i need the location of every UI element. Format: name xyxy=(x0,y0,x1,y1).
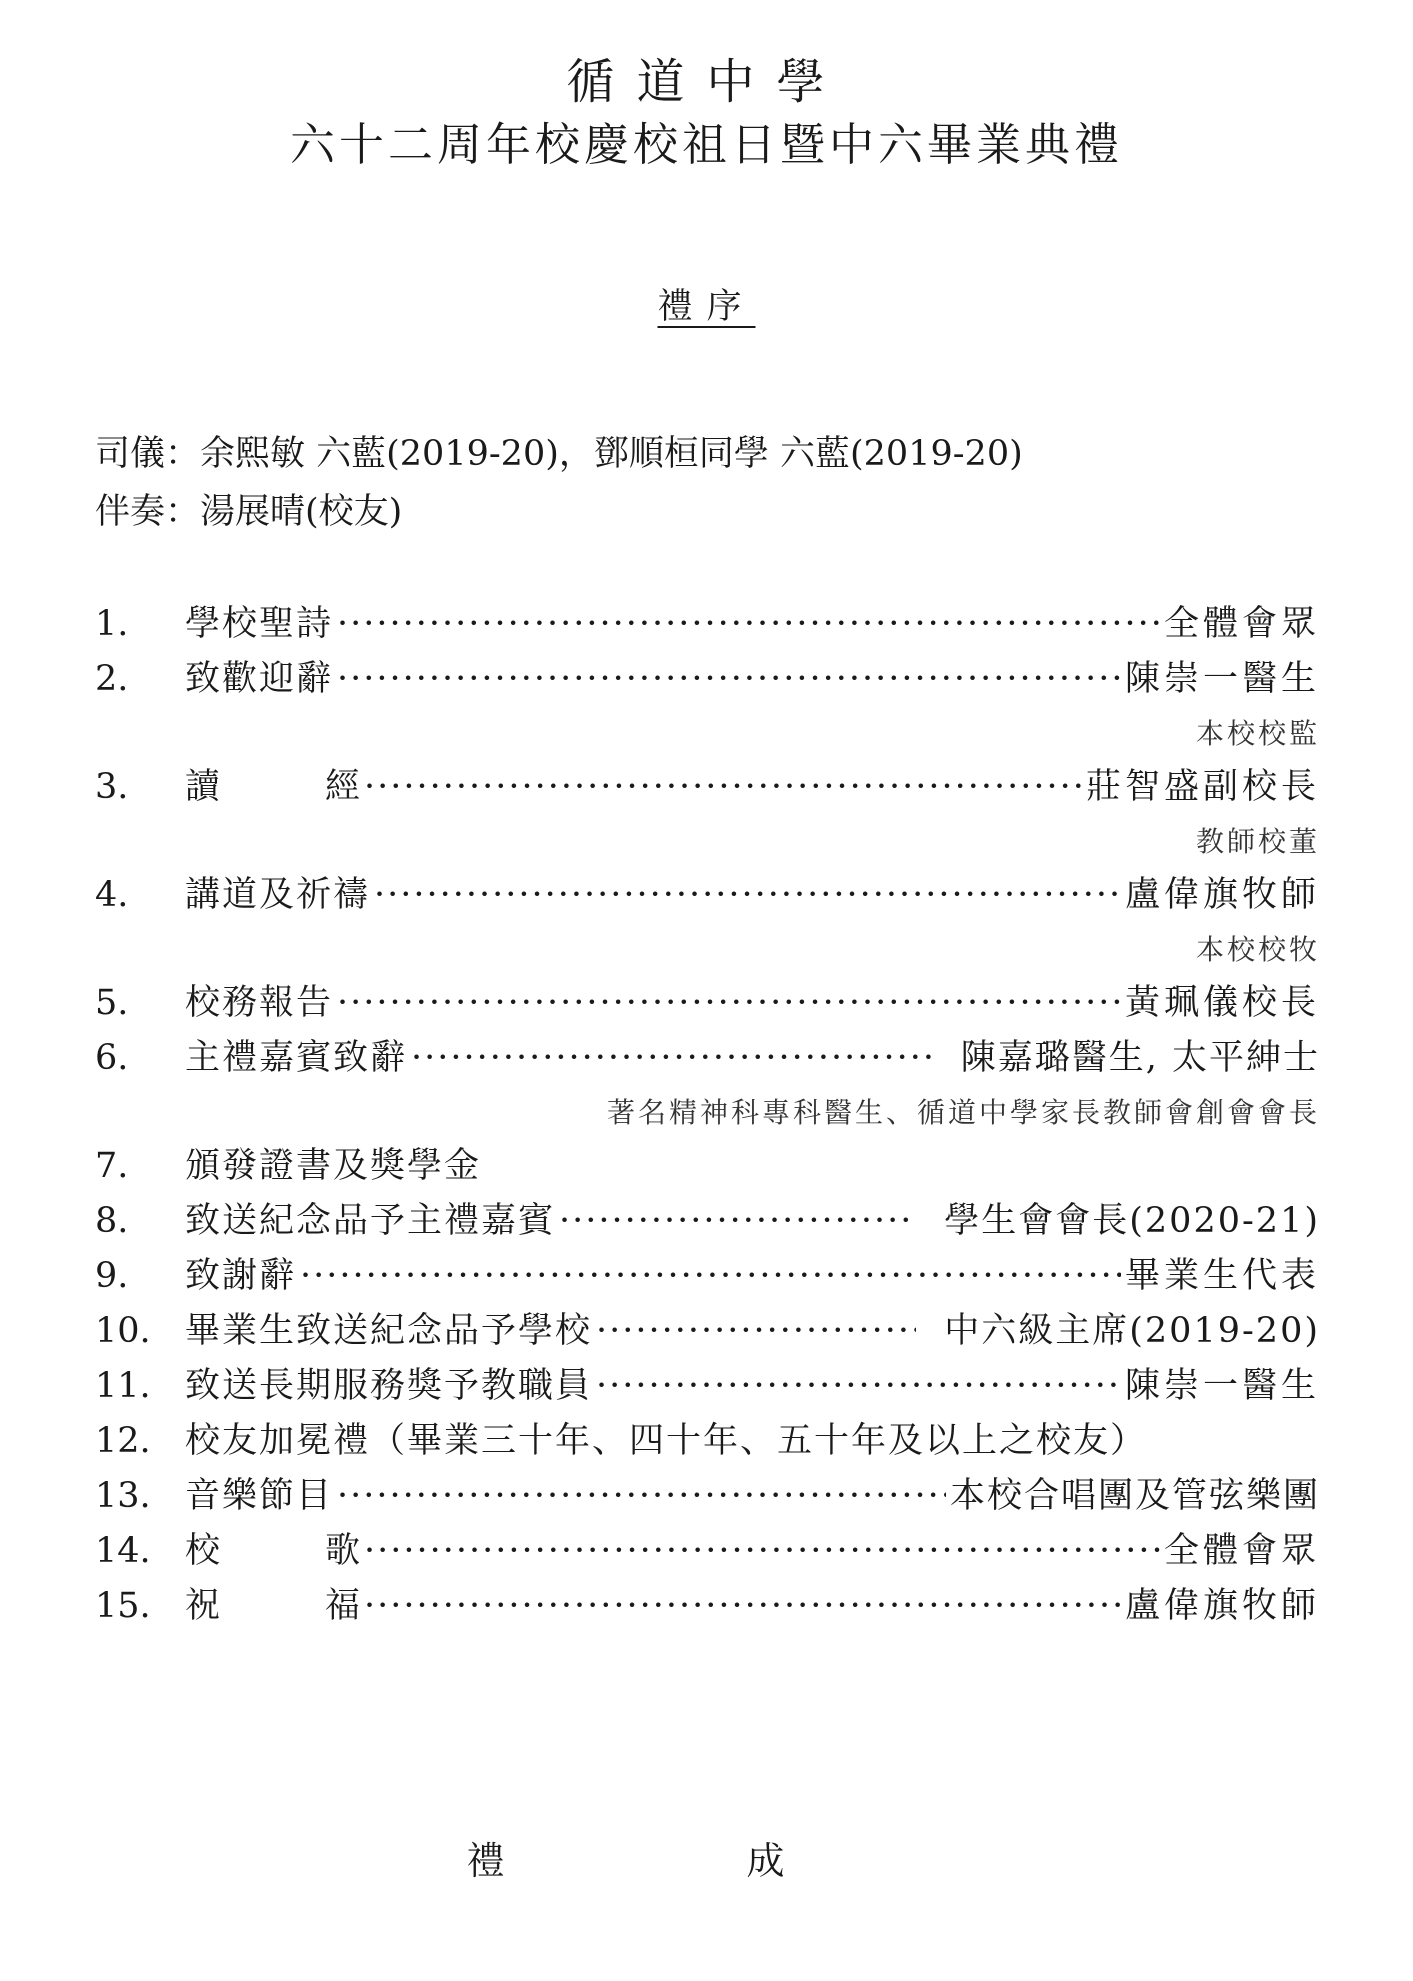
dot-leader xyxy=(364,1579,1121,1634)
item-name-char: 校 xyxy=(185,1531,221,1571)
item-name-char: 讀 xyxy=(185,767,221,807)
item-name: 校務報告 xyxy=(185,983,334,1023)
item-name: 頒發證書及獎學金 xyxy=(185,1146,482,1186)
item-name-char: 經 xyxy=(324,767,360,807)
item-number: 2. xyxy=(95,659,129,699)
ceremony-subtitle: 六十二周年校慶校祖日暨中六畢業典禮 xyxy=(289,118,1123,171)
item-presenter: 全體會眾 xyxy=(1163,604,1320,644)
item-number: 14. xyxy=(95,1531,151,1571)
school-name-title: 循道中學 xyxy=(566,54,847,110)
item-number: 8. xyxy=(95,1201,129,1241)
program-item xyxy=(95,1304,1320,1359)
item-presenter: 黃珮儀校長 xyxy=(1124,983,1320,1023)
program-item xyxy=(95,868,1320,923)
item-name-char: 歌 xyxy=(324,1531,360,1571)
item-number: 12. xyxy=(95,1421,151,1461)
item-name xyxy=(185,1524,360,1579)
item-name xyxy=(185,760,360,815)
item-name: 學校聖詩 xyxy=(185,604,334,644)
dot-leader xyxy=(596,1304,916,1359)
program-item xyxy=(95,1031,1320,1086)
dot-leader xyxy=(300,1249,1121,1304)
emcee-line: 司儀：余熙敏 六藍(2019-20)，鄧順桓同學 六藍(2019-20) xyxy=(95,434,1023,474)
item-presenter-title: 教師校董 xyxy=(1195,825,1320,858)
item-presenter: 盧偉旗牧師 xyxy=(1124,1586,1320,1626)
dot-leader xyxy=(559,1194,916,1249)
item-presenter-title: 本校校監 xyxy=(1195,717,1320,750)
program-item xyxy=(95,1579,1320,1634)
item-number: 9. xyxy=(95,1256,129,1296)
item-number: 15. xyxy=(95,1586,151,1626)
item-number: 6. xyxy=(95,1038,129,1078)
program-item xyxy=(95,652,1320,707)
item-presenter: 陳崇一醫生 xyxy=(1124,1366,1320,1406)
item-number: 4. xyxy=(95,875,129,915)
dot-leader xyxy=(374,868,1121,923)
program-item xyxy=(95,1469,1320,1524)
dot-leader xyxy=(364,760,1082,815)
item-presenter: 本校合唱團及管弦樂團 xyxy=(949,1476,1320,1516)
item-name: 主禮嘉賓致辭 xyxy=(185,1038,408,1078)
item-presenter-title: 著名精神科專科醫生、循道中學家長教師會創會會長 xyxy=(606,1096,1320,1129)
program-item xyxy=(95,1414,1320,1469)
dot-leader xyxy=(337,597,1160,652)
program-item xyxy=(95,760,1320,815)
item-presenter: 陳嘉璐醫生, 太平紳士 xyxy=(960,1038,1320,1078)
order-of-service-label: 禮序 xyxy=(657,287,756,327)
item-number: 5. xyxy=(95,983,129,1023)
ceremony-concludes xyxy=(0,1838,1413,1884)
item-number: 10. xyxy=(95,1311,151,1351)
item-number: 13. xyxy=(95,1476,151,1516)
item-name: 致送紀念品予主禮嘉賓 xyxy=(185,1201,556,1241)
item-presenter: 中六級主席(2019-20) xyxy=(944,1311,1320,1351)
dot-leader xyxy=(337,1469,946,1524)
program-item xyxy=(95,1524,1320,1579)
item-presenter: 盧偉旗牧師 xyxy=(1124,875,1320,915)
program-list xyxy=(95,597,1320,1634)
program-item xyxy=(95,1359,1320,1414)
closing-char: 禮 xyxy=(466,1839,505,1883)
item-number: 1. xyxy=(95,604,129,644)
item-name: 校友加冕禮（畢業三十年、四十年、五十年及以上之校友） xyxy=(185,1421,1148,1461)
closing-char: 成 xyxy=(746,1839,785,1883)
item-name-char: 祝 xyxy=(185,1586,221,1626)
item-name-char: 福 xyxy=(324,1586,360,1626)
dot-leader xyxy=(337,976,1121,1031)
item-name: 畢業生致送紀念品予學校 xyxy=(185,1311,593,1351)
dot-leader xyxy=(364,1524,1160,1579)
item-presenter-title: 本校校牧 xyxy=(1195,933,1320,966)
item-presenter: 莊智盛副校長 xyxy=(1085,767,1320,807)
item-presenter: 畢業生代表 xyxy=(1124,1256,1320,1296)
item-presenter: 學生會會長(2020-21) xyxy=(944,1201,1320,1241)
item-name: 講道及祈禱 xyxy=(185,875,371,915)
program-item xyxy=(95,1249,1320,1304)
dot-leader xyxy=(596,1359,1121,1414)
dot-leader xyxy=(337,652,1121,707)
item-presenter: 陳崇一醫生 xyxy=(1124,659,1320,699)
accompanist-line: 伴奏：湯展晴(校友) xyxy=(95,492,403,532)
program-item xyxy=(95,1194,1320,1249)
program-item xyxy=(95,1139,1320,1194)
program-item xyxy=(95,976,1320,1031)
item-name: 音樂節目 xyxy=(185,1476,334,1516)
item-name: 致歡迎辭 xyxy=(185,659,334,699)
order-of-service-heading xyxy=(0,285,1413,329)
dot-leader xyxy=(411,1031,933,1086)
item-name xyxy=(185,1579,360,1634)
item-number: 7. xyxy=(95,1146,129,1186)
item-number: 3. xyxy=(95,767,129,807)
program-item xyxy=(95,597,1320,652)
item-presenter: 全體會眾 xyxy=(1163,1531,1320,1571)
item-number: 11. xyxy=(95,1366,151,1406)
item-name: 致送長期服務獎予教職員 xyxy=(185,1366,593,1406)
item-name: 致謝辭 xyxy=(185,1256,297,1296)
